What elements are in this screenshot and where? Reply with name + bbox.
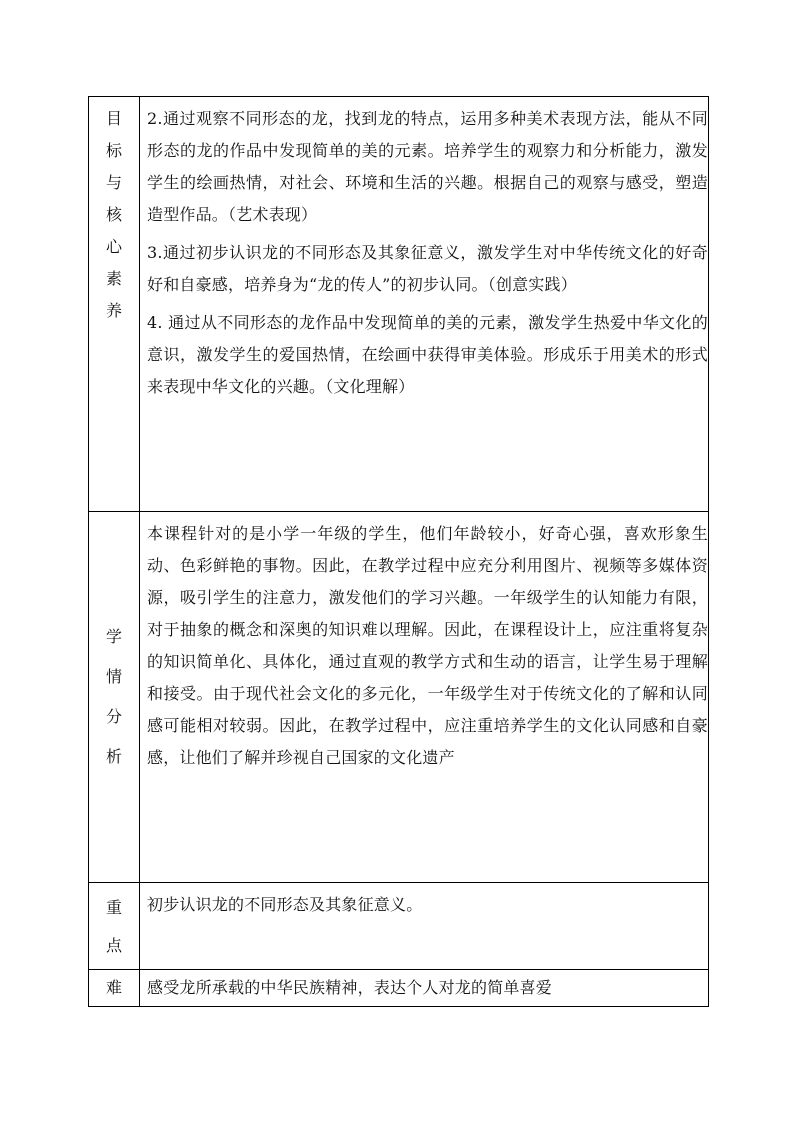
row-content-difficulties (140, 970, 709, 1007)
objective-paragraph-4: 4. 通过从不同形态的龙作品中发现简单的美的元素，激发学生热爱中华文化的意识，激发学生的爱国热情，在绘画中获得审美体验。形成乐于用美术的形式来表现中华文化的兴趣。（文化理解） (147, 313, 708, 396)
row-label-student-analysis (89, 512, 140, 883)
label-char: 素 (105, 269, 122, 288)
label-char: 难 (105, 978, 122, 997)
row-content-student-analysis (140, 512, 709, 883)
row-label-difficulties (89, 970, 140, 1007)
label-char: 学 (105, 627, 122, 646)
analysis-paragraph: 本课程针对的是小学一年级的学生，他们年龄较小，好奇心强，喜欢形象生动、色彩鲜艳的事物。因此，在教学过程中应充分利用图片、视频等多媒体资源，吸引学生的注意力，激发他们的学习兴趣。一年级学生的认知能力有限，对于抽象的概念和深奥的知识难以理解。因此，在课程设计上，应注重将复杂的知识简单化、具体化，通过直观的教学方式和生动的语言，让学生易于理解和接受。由于现代社会文化的多元化，一年级学生对于传统文化的了解和认同感可能相对较弱。因此，在教学过程中，应注重培养学生的文化认同感和自豪感，让他们了解并珍视自己国家的文化遗产 (147, 524, 708, 767)
row-content-objectives (140, 97, 709, 512)
row-label-key-points (89, 883, 140, 970)
table-row-objectives (89, 97, 709, 512)
row-label-objectives (89, 97, 140, 512)
label-char: 标 (105, 141, 122, 160)
label-chars (89, 970, 139, 1008)
difficulties-paragraph: 感受龙所承载的中华民族精神，表达个人对龙的简单喜爱 (147, 978, 553, 997)
label-char: 养 (105, 301, 122, 320)
table-row-difficulties (89, 970, 709, 1007)
objective-paragraph-2: 2.通过观察不同形态的龙，找到龙的特点，运用多种美术表现方法，能从不同形态的龙的作品中发现简单的美的元素。培养学生的观察力和分析能力，激发学生的绘画热情，对社会、环境和生活的兴趣。根据自己的观察与感受，塑造造型作品。（艺术表现） (147, 109, 708, 224)
objective-paragraph-3: 3.通过初步认识龙的不同形态及其象征意义，激发学生对中华传统文化的好奇好和自豪感，培养身为“龙的传人”的初步认同。（创意实践） (147, 243, 708, 294)
table-row-key-points (89, 883, 709, 970)
row-content-key-points (140, 883, 709, 970)
key-points-paragraph: 初步认识龙的不同形态及其象征意义。 (147, 895, 423, 914)
table-row-student-analysis (89, 512, 709, 883)
label-char: 析 (105, 747, 122, 766)
lesson-plan-table (88, 96, 709, 1007)
label-char: 情 (105, 667, 122, 686)
label-chars (89, 883, 139, 975)
label-char: 核 (105, 205, 122, 224)
label-char: 点 (105, 936, 122, 955)
label-chars (89, 512, 139, 882)
label-char: 分 (105, 707, 122, 726)
label-chars (89, 97, 139, 517)
label-char: 目 (105, 109, 122, 128)
label-char: 心 (105, 237, 122, 256)
label-char: 重 (105, 898, 122, 917)
label-char: 与 (105, 173, 122, 192)
